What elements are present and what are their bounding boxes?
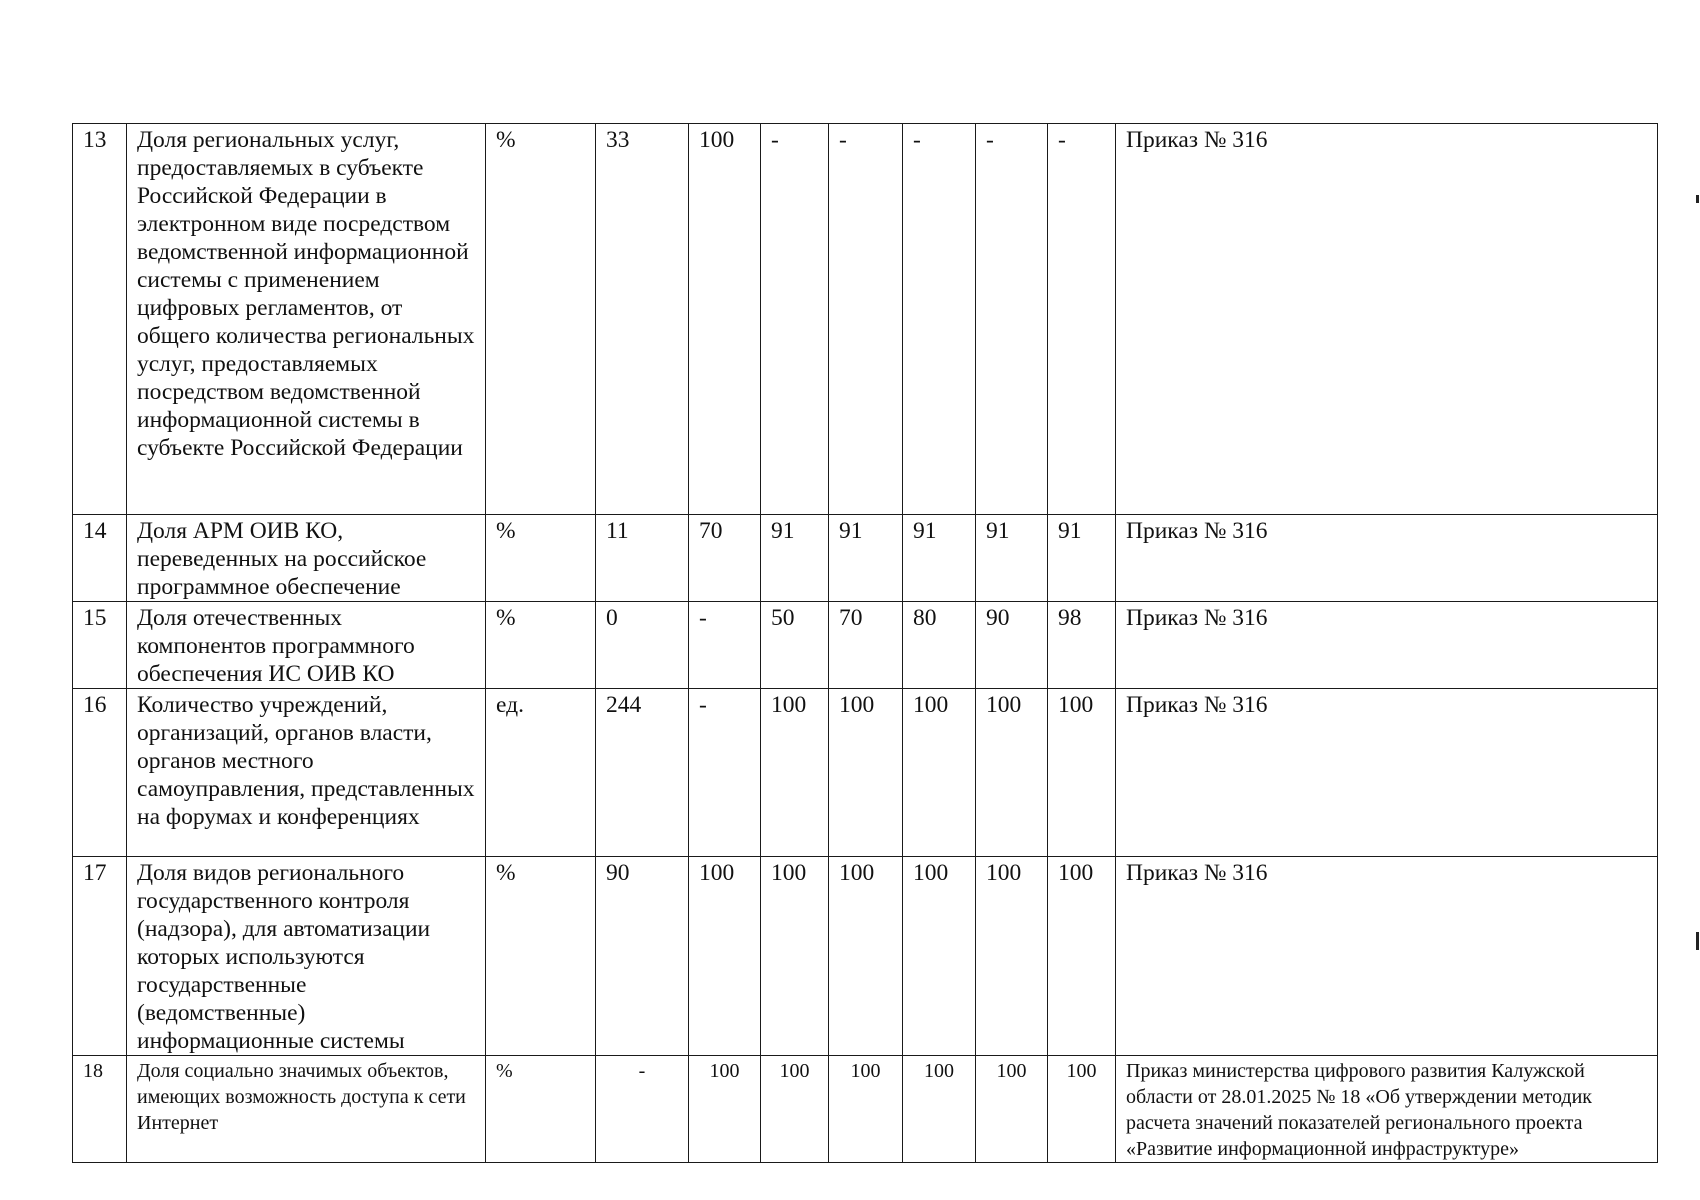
value-cell: 0 — [596, 602, 689, 689]
value-cell: 70 — [689, 515, 761, 602]
unit-cell: % — [486, 857, 596, 1056]
table-row — [73, 857, 1658, 1056]
value-cell: 100 — [903, 689, 976, 857]
value-cell: 100 — [829, 1056, 903, 1163]
value-cell: 244 — [596, 689, 689, 857]
value-cell: 50 — [761, 602, 829, 689]
value-cell: 100 — [689, 124, 761, 515]
indicator-name: Доля социально значимых объектов, имеющих возможность доступа к сети Интернет — [127, 1056, 486, 1163]
value-cell: - — [596, 1056, 689, 1163]
value-cell: 100 — [903, 1056, 976, 1163]
value-cell: 100 — [761, 1056, 829, 1163]
scan-edge-mark — [1696, 932, 1699, 950]
table-row — [73, 124, 1658, 515]
value-cell: 100 — [829, 857, 903, 1056]
value-cell: 90 — [976, 602, 1048, 689]
value-cell: 100 — [761, 857, 829, 1056]
value-cell: - — [829, 124, 903, 515]
row-number: 13 — [73, 124, 127, 515]
source-cell: Приказ № 316 — [1116, 602, 1658, 689]
unit-cell: % — [486, 124, 596, 515]
value-cell: - — [1048, 124, 1116, 515]
unit-cell: % — [486, 515, 596, 602]
value-cell: 100 — [976, 689, 1048, 857]
value-cell: 11 — [596, 515, 689, 602]
table-row — [73, 689, 1658, 857]
value-cell: - — [976, 124, 1048, 515]
source-cell: Приказ № 316 — [1116, 515, 1658, 602]
value-cell: 33 — [596, 124, 689, 515]
value-cell: 90 — [596, 857, 689, 1056]
source-cell: Приказ № 316 — [1116, 857, 1658, 1056]
value-cell: - — [689, 602, 761, 689]
value-cell: 98 — [1048, 602, 1116, 689]
indicator-name: Доля отечественных компонентов программного обеспечения ИС ОИВ КО — [127, 602, 486, 689]
row-number: 18 — [73, 1056, 127, 1163]
value-cell: 100 — [761, 689, 829, 857]
row-number: 16 — [73, 689, 127, 857]
table-row — [73, 1056, 1658, 1163]
source-cell: Приказ министерства цифрового развития Калужской области от 28.01.2025 № 18 «Об утверждении методик расчета значений показателей регионального проекта «Развитие информационной инфраструктуре» — [1116, 1056, 1658, 1163]
value-cell: 100 — [1048, 689, 1116, 857]
value-cell: 100 — [1048, 1056, 1116, 1163]
row-number: 15 — [73, 602, 127, 689]
value-cell: 80 — [903, 602, 976, 689]
scan-edge-mark — [1696, 195, 1699, 203]
row-number: 14 — [73, 515, 127, 602]
source-cell: Приказ № 316 — [1116, 124, 1658, 515]
value-cell: 100 — [689, 1056, 761, 1163]
unit-cell: % — [486, 1056, 596, 1163]
value-cell: - — [903, 124, 976, 515]
table-row — [73, 602, 1658, 689]
value-cell: 100 — [689, 857, 761, 1056]
unit-cell: ед. — [486, 689, 596, 857]
indicator-table — [72, 123, 1658, 1163]
value-cell: 91 — [761, 515, 829, 602]
value-cell: 100 — [1048, 857, 1116, 1056]
indicator-name: Доля региональных услуг, предоставляемых в субъекте Российской Федерации в электронном виде посредством ведомственной информационной системы с применением цифровых регламентов, от общего количества региональных услуг, предоставляемых посредством ведомственной информационной системы в субъекте Российской Федерации — [127, 124, 486, 515]
value-cell: 91 — [976, 515, 1048, 602]
value-cell: - — [761, 124, 829, 515]
unit-cell: % — [486, 602, 596, 689]
indicator-name: Доля видов регионального государственного контроля (надзора), для автоматизации которых используются государственные (ведомственные) информационные системы — [127, 857, 486, 1056]
value-cell: 91 — [1048, 515, 1116, 602]
row-number: 17 — [73, 857, 127, 1056]
value-cell: 100 — [976, 1056, 1048, 1163]
value-cell: - — [689, 689, 761, 857]
value-cell: 91 — [903, 515, 976, 602]
value-cell: 70 — [829, 602, 903, 689]
value-cell: 100 — [903, 857, 976, 1056]
value-cell: 100 — [976, 857, 1048, 1056]
indicator-name: Количество учреждений, организаций, органов власти, органов местного самоуправления, представленных на форумах и конференциях — [127, 689, 486, 857]
source-cell: Приказ № 316 — [1116, 689, 1658, 857]
value-cell: 91 — [829, 515, 903, 602]
value-cell: 100 — [829, 689, 903, 857]
table-row — [73, 515, 1658, 602]
indicator-name: Доля АРМ ОИВ КО, переведенных на российское программное обеспечение — [127, 515, 486, 602]
